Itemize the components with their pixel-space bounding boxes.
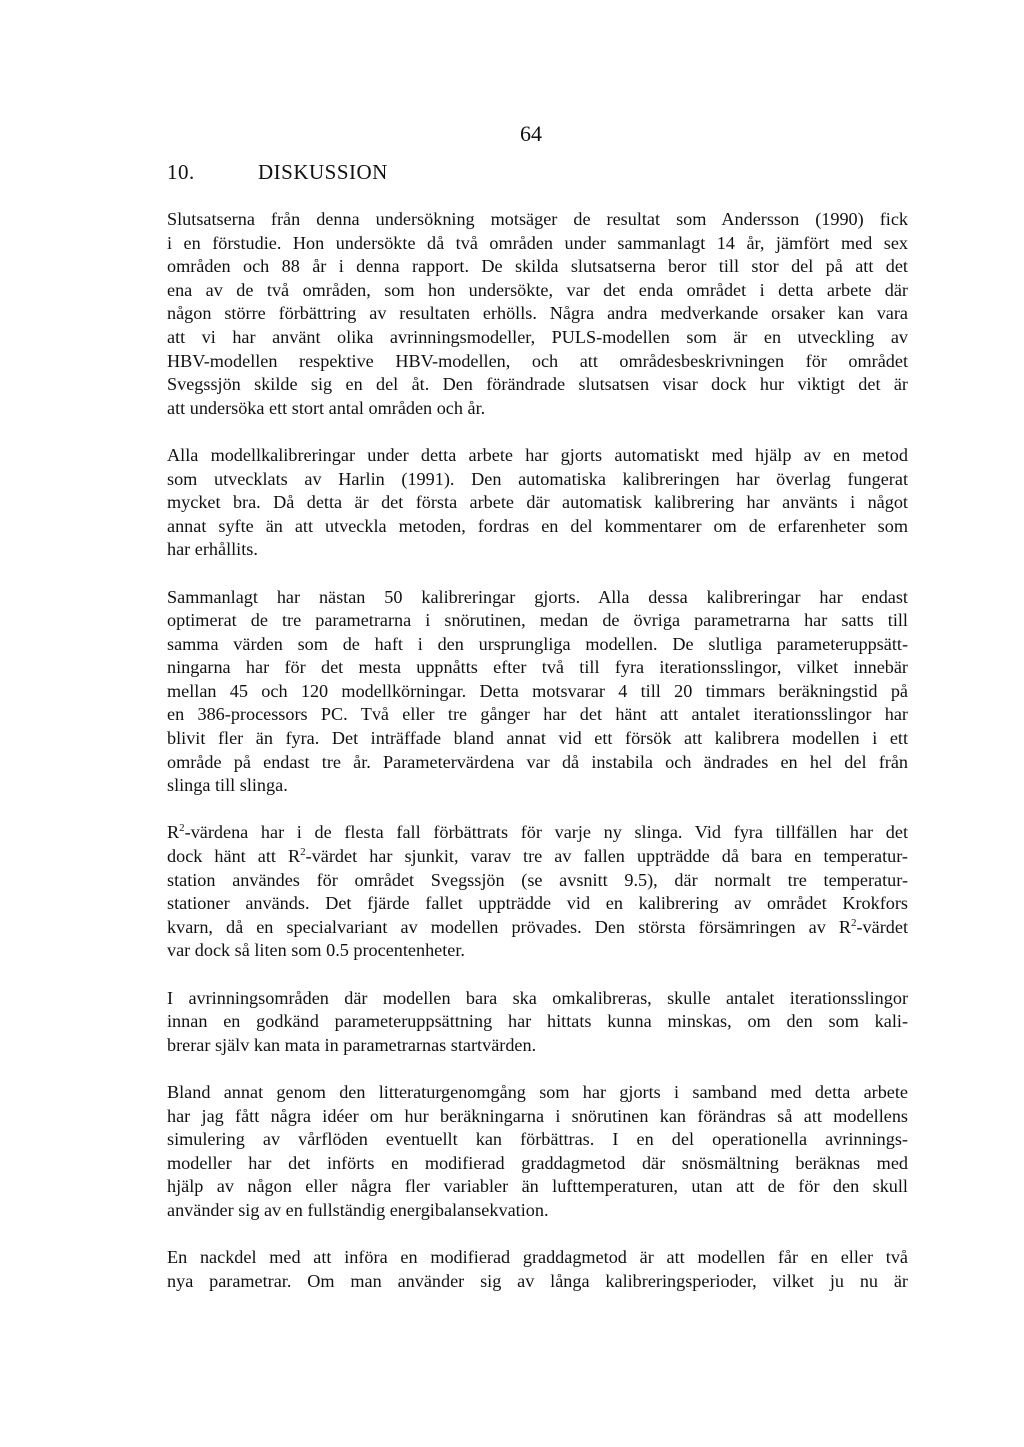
text-line: att vi har använt olika avrinningsmodeller, PULS-modellen som är en utveckling av: [167, 326, 908, 347]
section-number: 10.: [167, 160, 195, 184]
paragraph: [167, 444, 908, 562]
text-line: i en förstudie. Hon undersökte då två områden under sammanlagt 14 år, jämfört med sex: [167, 232, 908, 253]
text-line: var dock så liten som 0.5 procentenheter.: [167, 940, 465, 961]
paragraph: [167, 987, 908, 1058]
text-line: annat syfte än att utveckla metoden, fordras en del kommentarer om de erfarenheter som: [167, 515, 908, 536]
text-line: brerar själv kan mata in parametrarnas startvärden.: [167, 1034, 537, 1055]
text-line: dock hänt att $R^2$-värdet har sjunkit, varav tre av fallen uppträdde då bara en temperatur-: [167, 846, 908, 867]
text-line: har erhållits.: [167, 539, 258, 560]
section-title: DISKUSSION: [258, 160, 388, 184]
paragraph: [167, 1081, 908, 1223]
text-line: simulering av vårflöden eventuellt kan förbättras. I en del operationella avrinnings-: [167, 1129, 908, 1150]
text-line: modeller har det införts en modifierad graddagmetod där snösmältning beräknas med: [167, 1152, 908, 1173]
text-line: område på endast tre år. Parametervärdena var då instabila och ändrades en hel del från: [167, 751, 908, 772]
text-line: I avrinningsområden där modellen bara ska omkalibreras, skulle antalet iterationsslingor: [167, 987, 908, 1008]
page-number: 64: [520, 121, 542, 146]
text-line: använder sig av en fullständig energibalansekvation.: [167, 1199, 549, 1220]
text-line: nya parametrar. Om man använder sig av långa kalibreringsperioder, vilket ju nu är: [167, 1270, 908, 1291]
text-line: Bland annat genom den litteraturgenomgång som har gjorts i samband med detta arbete: [167, 1081, 908, 1102]
text-line: någon större förbättring av resultaten erhölls. Några andra medverkande orsaker kan vara: [167, 303, 908, 324]
paragraph: [167, 586, 908, 798]
text-line: ningarna har för det mesta uppnåtts efter två till fyra iterationsslingor, vilket innebär: [167, 657, 908, 678]
text-line: kvarn, då en specialvariant av modellen prövades. Den största försämringen av $R^2$-värdet: [167, 916, 908, 937]
text-line: $R^2$-värdena har i de flesta fall förbättrats för varje ny slinga. Vid fyra tillfällen har det: [167, 822, 908, 843]
text-line: Svegssjön skilde sig en del åt. Den förändrade slutsatsen visar dock hur viktigt det är: [167, 374, 908, 395]
text-line: mycket bra. Då detta är det första arbete där automatisk kalibrering har använts i något: [167, 492, 908, 513]
text-line: att undersöka ett stort antal områden och år.: [167, 397, 486, 418]
text-line: stationer används. Det fjärde fallet uppträdde vid en kalibrering av området Krokfors: [167, 893, 908, 914]
body-text: [167, 208, 908, 1317]
text-line: hjälp av någon eller några fler variabler än lufttemperaturen, utan att de för den skull: [167, 1176, 908, 1197]
paragraph: [167, 821, 908, 963]
text-line: ena av de två områden, som hon undersökte, var det enda området i detta arbete där: [167, 279, 908, 300]
text-line: områden och 88 år i denna rapport. De skilda slutsatserna beror till stor del på att det: [167, 256, 908, 277]
text-line: som utvecklats av Harlin (1991). Den automatiska kalibreringen har överlag fungerat: [167, 468, 908, 489]
text-line: Sammanlagt har nästan 50 kalibreringar gjorts. Alla dessa kalibreringar har endast: [167, 586, 908, 607]
text-line: blivit fler än fyra. Det inträffade bland annat vid ett försök att kalibrera modellen i ett: [167, 728, 908, 749]
text-line: mellan 45 och 120 modellkörningar. Detta motsvarar 4 till 20 timmars beräkningstid på: [167, 680, 908, 701]
text-line: innan en godkänd parameteruppsättning har hittats kunna minskas, om den som kali-: [167, 1011, 908, 1032]
text-line: En nackdel med att införa en modifierad graddagmetod är att modellen får en eller två: [167, 1247, 908, 1268]
text-line: slinga till slinga.: [167, 775, 288, 796]
section-heading: [167, 158, 388, 186]
text-line: en 386-processors PC. Två eller tre gånger har det hänt att antalet iterationsslingor har: [167, 704, 908, 725]
text-line: Slutsatserna från denna undersökning motsäger de resultat som Andersson (1990) fick: [167, 209, 908, 229]
paragraph: [167, 1246, 908, 1293]
text-line: Alla modellkalibreringar under detta arbete har gjorts automatiskt med hjälp av en metod: [167, 444, 908, 465]
text-line: optimerat de tre parametrarna i snörutinen, medan de övriga parametrarna har satts till: [167, 610, 908, 631]
text-line: HBV-modellen respektive HBV-modellen, och att områdesbeskrivningen för området: [167, 350, 908, 371]
text-line: har jag fått några idéer om hur beräkningarna i snörutinen kan förändras så att modellens: [167, 1105, 908, 1126]
text-line: station användes för området Svegssjön (se avsnitt 9.5), där normalt tre temperatur-: [167, 869, 908, 890]
paragraph: [167, 208, 908, 420]
text-line: samma värden som de haft i den ursprungliga modellen. De slutliga parameteruppsätt-: [167, 633, 908, 654]
